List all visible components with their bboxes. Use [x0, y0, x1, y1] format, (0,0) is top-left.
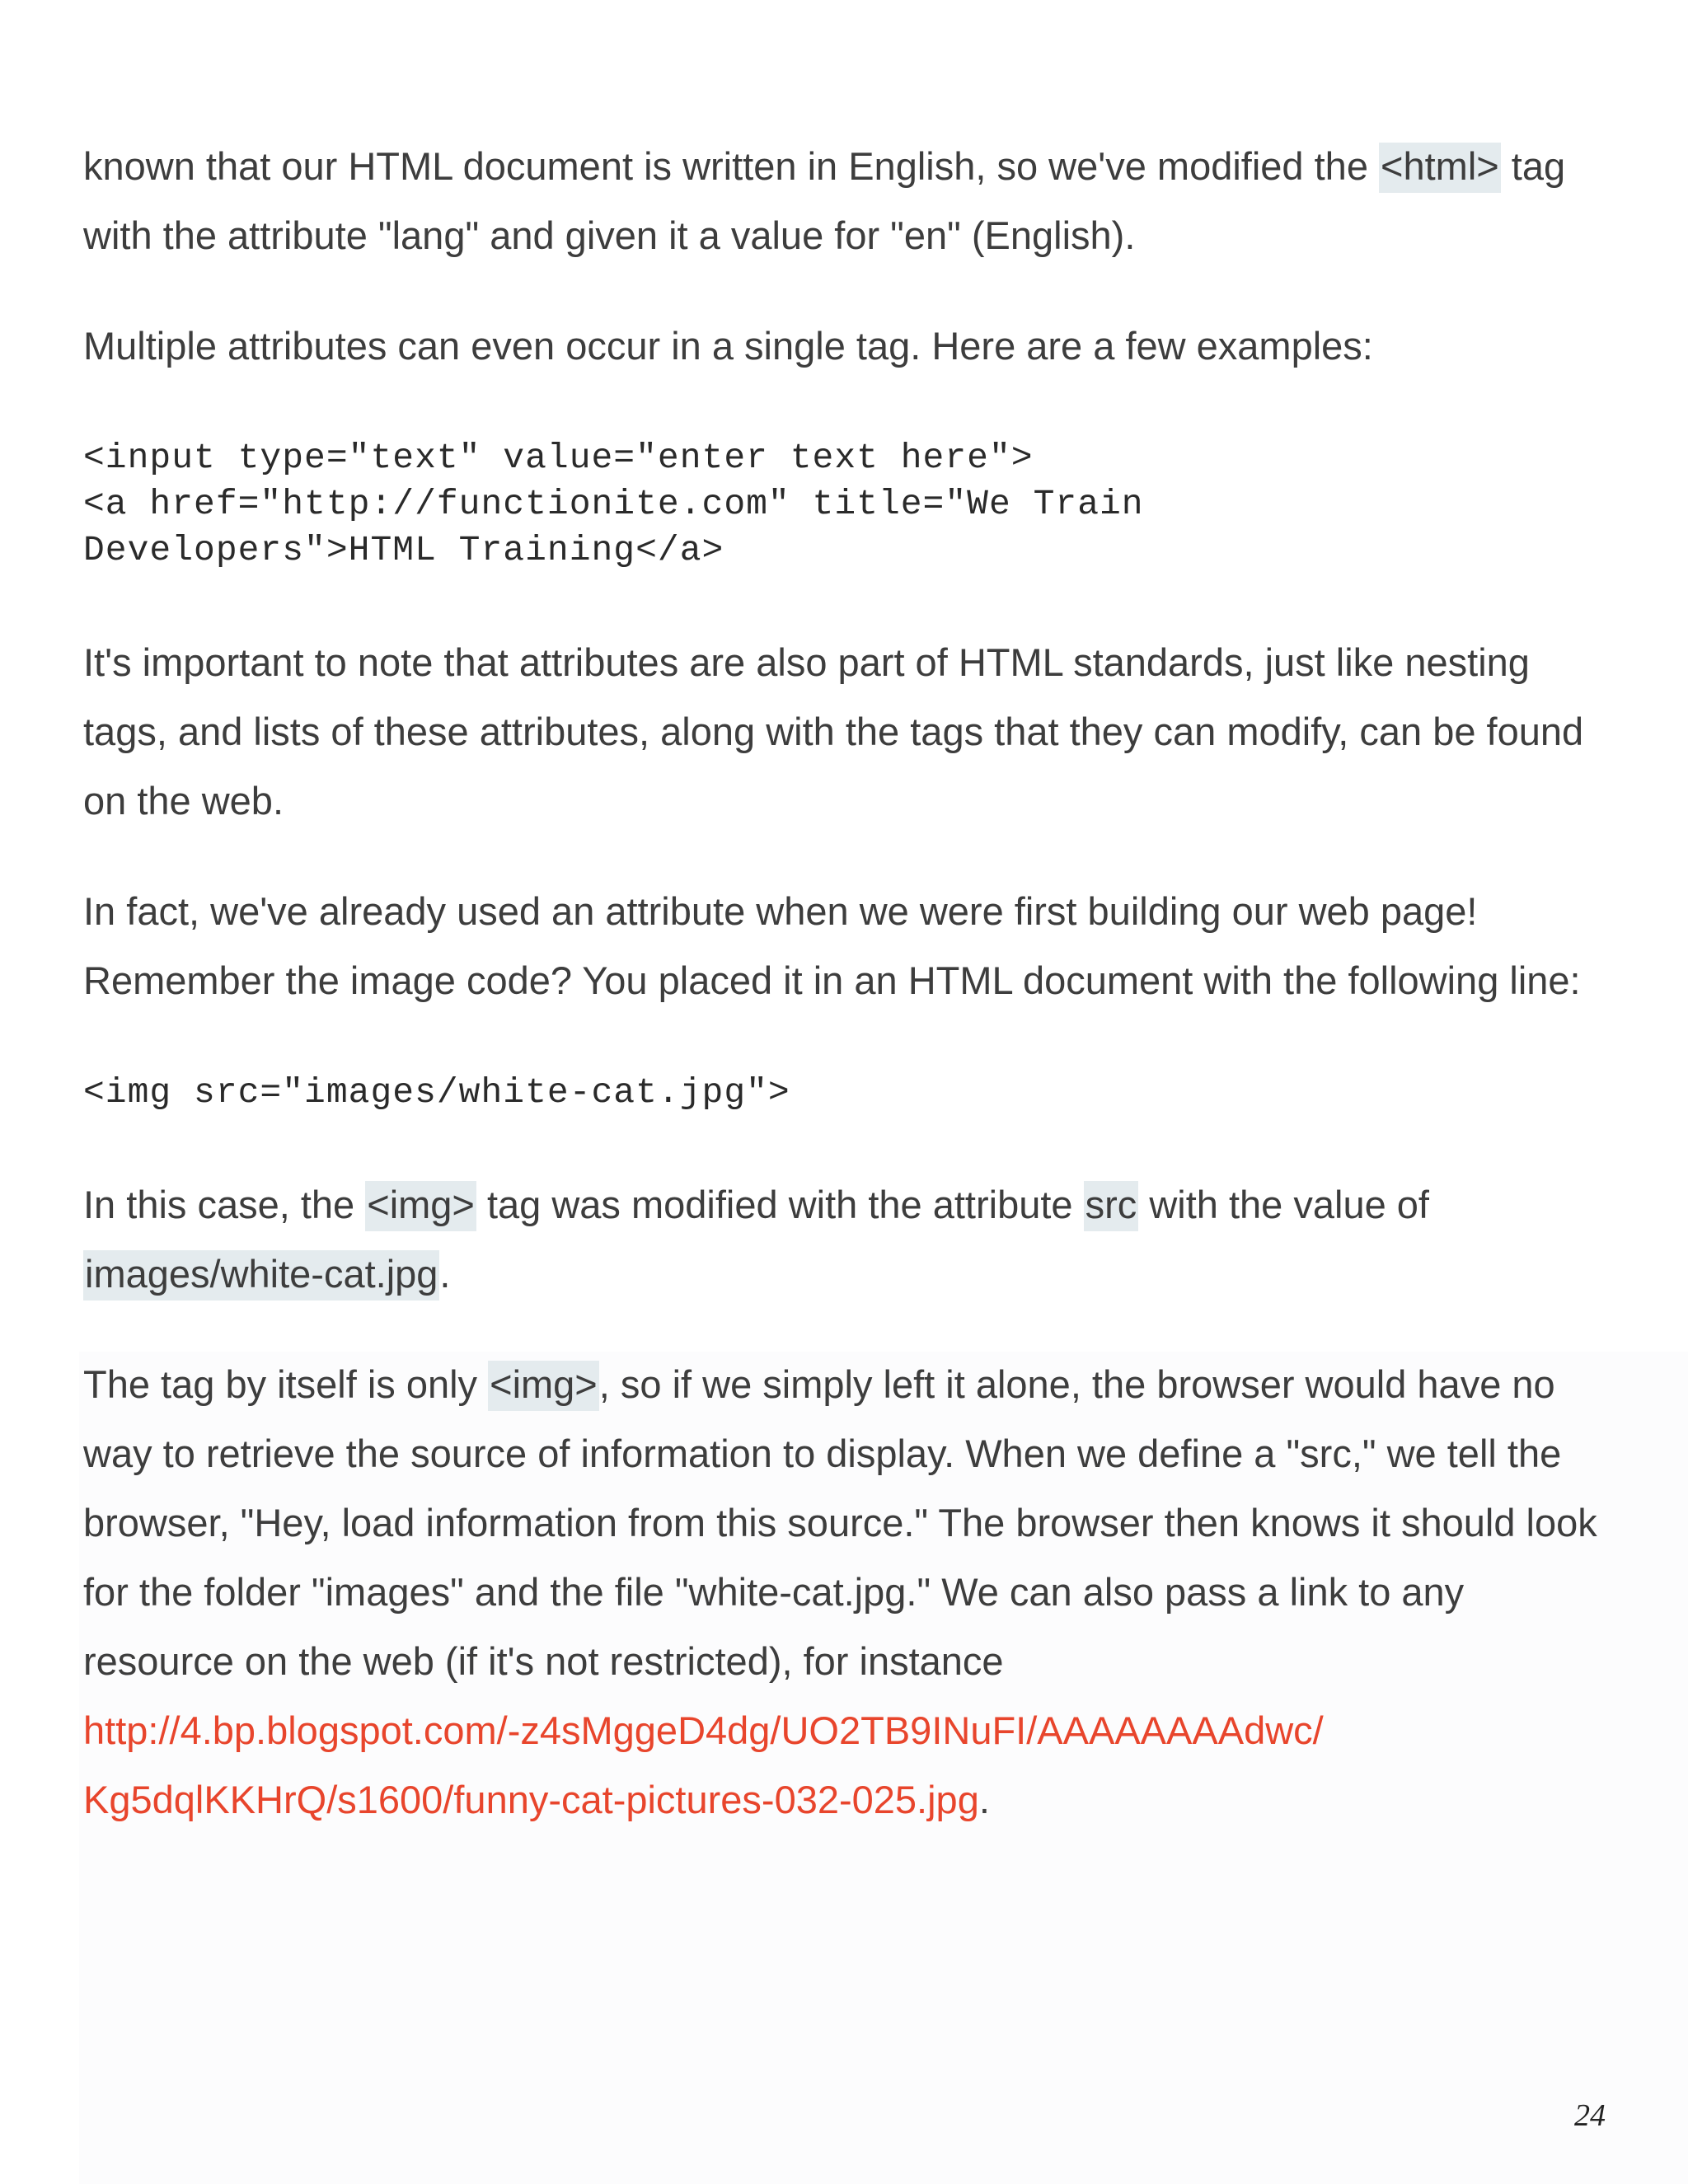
page-number: 24: [1574, 2098, 1606, 2133]
paragraph-img-src: [83, 1170, 1616, 1309]
paragraph-image-code: In fact, we've already used an attribute when we were first building our web page! Remember the image code? You placed it in an HTML document with the following line:: [83, 889, 1581, 1002]
paragraph-src-explanation: [83, 1350, 1616, 1835]
paragraph-text: known that our HTML document is written in English, so we've modified the: [83, 144, 1380, 188]
paragraph-text: tag with the attribute "lang" and given it a value for "en" (English).: [83, 144, 1566, 257]
paragraph-text: In this case, the: [83, 1183, 366, 1226]
inline-code-html: <html>: [1379, 143, 1501, 193]
code-block-img: [83, 1070, 1616, 1116]
inline-code-img: <img>: [365, 1181, 476, 1231]
code-line: <input type="text" value="enter text here">: [83, 438, 1034, 478]
paragraph-text: , so if we simply left it alone, the browser would have no way to retrieve the source of information to display. When we define a "src," we tell the browser, "Hey, load information from this source." The browser then knows it should look for the folder "images" and the file "white-cat.jpg." We can also pass a link to any resource on the web (if it's not restricted), for instance: [83, 1362, 1597, 1683]
paragraph-text: The tag by itself is only: [83, 1362, 489, 1406]
code-line: <img src="images/white-cat.jpg">: [83, 1072, 790, 1113]
paragraph-attributes-standards: It's important to note that attributes are also part of HTML standards, just like nesting tags, and lists of these attributes, along with the tags that they can modify, can be found on the web.: [83, 640, 1584, 823]
paragraph-text: tag was modified with the attribute: [476, 1183, 1084, 1226]
link-text[interactable]: http://4.bp.blogspot.com/-z4sMggeD4dg/UO2TB9INuFI/AAAAAAAAdwc/: [83, 1708, 1324, 1752]
paragraph-text: .: [439, 1252, 451, 1296]
code-line: <a href="http://functionite.com" title="We Train: [83, 484, 1144, 524]
paragraph-text: .: [978, 1778, 990, 1821]
paragraph-lang-attribute: [83, 132, 1616, 270]
cat-image-link[interactable]: [83, 1708, 1324, 1821]
code-line: Developers">HTML Training</a>: [83, 530, 724, 570]
link-text[interactable]: Kg5dqlKKHrQ/s1600/funny-cat-pictures-032-025.jpg: [83, 1778, 979, 1821]
paragraph-multiple-attributes: Multiple attributes can even occur in a single tag. Here are a few examples:: [83, 324, 1373, 368]
inline-code-img: <img>: [488, 1361, 599, 1411]
document-body: [83, 132, 1616, 1835]
inline-code-src: src: [1084, 1181, 1139, 1231]
code-block-examples: [83, 435, 1616, 574]
paragraph-text: with the value of: [1138, 1183, 1429, 1226]
inline-code-path: images/white-cat.jpg: [83, 1250, 439, 1301]
